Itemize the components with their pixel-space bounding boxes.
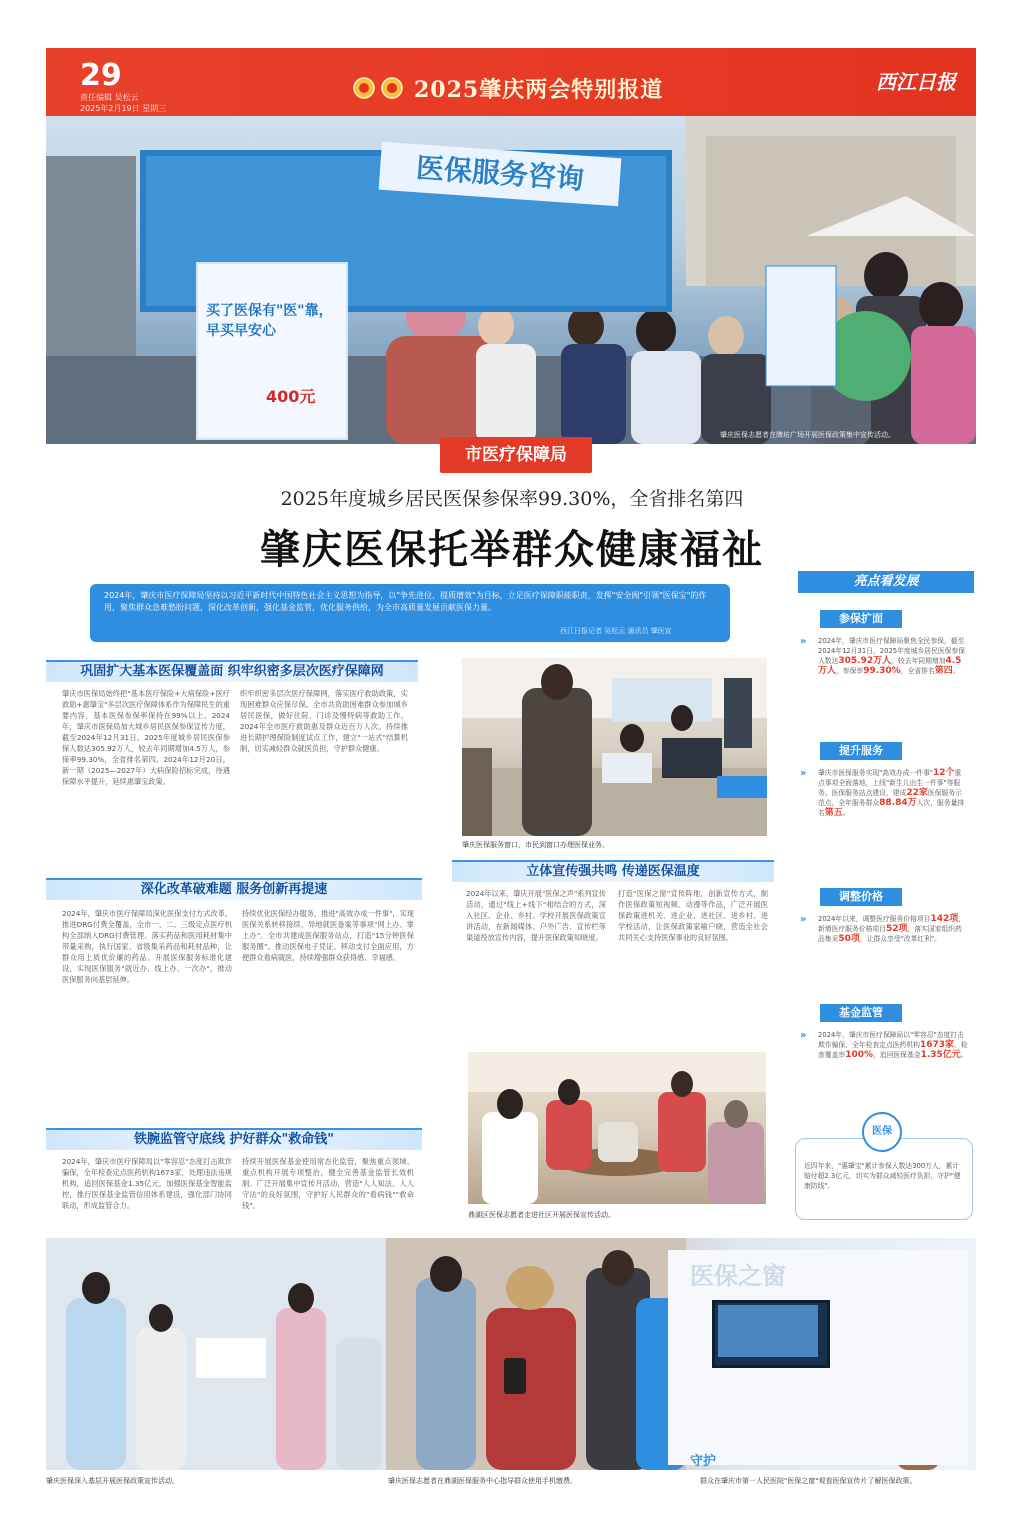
poster-number: 400元 — [266, 387, 316, 406]
sidebar-text: 2024年以来，调整医疗服务价格项目142项，新增医疗服务价格项目52项，落实国家组织药品集采50项，让群众享受"改革红利"。 — [818, 914, 966, 944]
paper-logo: 西江日报 — [876, 70, 956, 94]
note-badge: 医保 — [862, 1112, 902, 1152]
arrow-icon: » — [800, 636, 807, 647]
note-text: 近四年来，"惠肇宝"累计参保人数达300万人，累计赔付超2.3亿元，切实为群众减轻医疗负担，守护"健康防线"。 — [804, 1162, 961, 1190]
section-title: 巩固扩大基本医保覆盖面 织牢织密多层次医疗保障网 — [46, 660, 418, 682]
emblem-icon — [352, 76, 412, 100]
article-body: 2024年，肇庆市医疗保障局以"零容忍"态度打击欺诈骗保，全年检查定点医药机构1673家，处理违法违规机构，追回医保基金1.35亿元。加强医保基金智能监控，推行医保基金监管信用体系建设，强化部门协同联动，形成监管合力。 — [62, 1157, 232, 1210]
display-board-title: 医保之窗 — [690, 1261, 786, 1290]
sidebar-heading: 提升服务 — [820, 742, 902, 760]
sidebar-text: 2024年，肇庆市医疗保障局以"零容忍"态度打击欺诈骗保，全年检查定点医药机构1673家，检查覆盖率100%，追回医保基金1.35亿元。 — [818, 1031, 968, 1060]
community-scene — [468, 1052, 766, 1204]
article-body: 2024年以来，肇庆开展"医保之声"系列宣传活动，通过"线上+线下"相结合的方式，深入社区、企业、乡村、学校开展医保政策宣讲活动，在新闻媒体、户外广告、宣传栏等渠道投放宣传内容，提升医保政策知晓度。 — [466, 889, 606, 942]
article-body: 肇庆市医保局始终把"基本医疗保险+大病保险+医疗救助+惠肇宝"多层次医疗保障体系作为保障民生的重要内容，基本医保参保率保持在99%以上。2024年，肇庆市医保局加大城乡居民医保参保宣传力度，截至2024年12月31日，2025年度城乡居民医保参保人数达305.92万人，较去年同期增加4.5万人，参保率99.30%，全省排名第四。2024年12月20日，新一期（2025—2027年）大病保险招标完成，待遇保障水平提升，延续惠肇宝政策。 — [62, 689, 230, 786]
top-photo-caption: 肇庆医保志愿者在牌坊广场开展医保政策集中宣传活动。 — [720, 431, 895, 439]
sidebar-text: 肇庆市医保服务实现"高效办成一件事"12个重点事项全面落地，上线"新生儿出生一件事"等服务。医保服务站点建设，建成22家医保服务示范点，全年服务群众88.84万人次，服务量排名第五。 — [818, 768, 965, 818]
intro-byline: 西江日报记者 吴松云 通讯员 肇医宣 — [560, 627, 672, 635]
sidebar-title: 亮点看发展 — [798, 571, 974, 593]
poster-title: 买了医保有"医"靠，早买早安心 — [206, 303, 333, 339]
article-body: 持续开展医保基金使用常态化监管，聚焦重点领域、重点机构开展专项整治，健全完善基金监管长效机制。广泛开展集中宣传月活动，营造"人人知法、人人守法"的良好氛围，守护好人民群众的"看病钱""救命钱"。 — [242, 1157, 414, 1210]
photo-caption: 肇庆医保服务窗口，市民到窗口办理医保业务。 — [462, 841, 609, 849]
display-board-footer: 守护 — [690, 1454, 717, 1469]
intro-text: 2024年，肇庆市医疗保障局坚持以习近平新时代中国特色社会主义思想为指导，以"争先进位、提质增效"为目标，立足医疗保障职能职责，发挥"安全阀"引领"医保宝"的作用，聚焦群众急难愁盼问题，深化改革创新，强化基金监管，优化服务供给，为全市高质量发展贡献医保力量。 — [104, 591, 707, 612]
article-body: 打造"医保之窗"宣传阵地，创新宣传方式，制作医保政策短视频、动漫等作品，广泛开展医保政策进机关、进企业、进社区、进乡村、进学校活动，让医保政策家喻户晓，营造全社会共同关心支持医保事业的良好氛围。 — [618, 889, 768, 942]
sub-headline: 2025年度城乡居民医保参保率99.30%，全省排名第四 — [280, 488, 744, 510]
editor-line: 责任编辑 吴松云 — [80, 93, 139, 102]
section-title: 铁腕监管守底线 护好群众"救命钱" — [46, 1128, 422, 1150]
service-hall-scene — [462, 658, 767, 836]
arrow-icon: » — [800, 1030, 807, 1041]
bottom-caption-left: 肇庆医保深入基层开展医保政策宣传活动。 — [46, 1477, 179, 1485]
bottom-caption-middle: 肇庆医保志愿者在鼎湖医保服务中心指导群众使用手机缴费。 — [388, 1477, 577, 1485]
arrow-icon: » — [800, 768, 807, 779]
section-tag: 市医疗保障局 — [440, 437, 592, 473]
tent-sign: 医保服务咨询 — [379, 142, 622, 207]
poster-board — [196, 262, 348, 440]
sidebar-text: 2024年，肇庆市医疗保障局聚焦全民参保，截至2024年12月31日，2025年度城乡居民医保参保人数达305.92万人，较去年同期增加4.5万人，参保率99.30%，全省排名第四。 — [818, 637, 966, 676]
tv-content — [718, 1305, 818, 1357]
page-number: 29 — [80, 58, 122, 93]
sidebar-heading: 参保扩面 — [820, 610, 902, 628]
article-body: 持续优化医保经办服务，推进"高效办成一件事"，实现医保关系转移接续、异地就医备案等事项"网上办、掌上办"。全市共建成医保服务站点，打造"15分钟医保服务圈"。推动医保电子凭证、移动支付全面应用，方便群众看病就医，持续增强群众获得感、幸福感。 — [242, 909, 414, 962]
special-report-title: 2025肇庆两会特别报道 — [414, 77, 664, 103]
sidebar-heading: 调整价格 — [820, 888, 902, 906]
date-line: 2025年2月19日 星期三 — [80, 104, 167, 113]
photo-caption: 鼎湖区医保志愿者走进社区开展医保宣传活动。 — [468, 1211, 615, 1219]
section-title: 立体宣传强共鸣 传递医保温度 — [452, 860, 774, 882]
article-body: 2024年，肇庆市医疗保障局深化医保支付方式改革，推进DRG付费全覆盖，全市一、二、三级定点医疗机构全部纳入DRG付费管理。落实药品和医用耗材集中带量采购，执行国家、省级集采药品和耗材品种，让群众用上质优价廉的药品。开展医保服务标准化建设，实现医保服务"就近办、线上办、一次办"，推动医保服务向基层延伸。 — [62, 909, 232, 984]
article-body: 织牢织密多层次医疗保障网，落实医疗救助政策，实现困难群众应保尽保。全市共资助困难群众参加城乡居民医保，做好住院、门诊及慢特病等救助工作，2024年全市医疗救助惠及群众近百万人次。持续推进长期护理保险制度试点工作，建立"一站式"结算机制，切实减轻群众就医负担，守护群众健康。 — [240, 689, 408, 753]
main-headline: 肇庆医保托举群众健康福祉 — [260, 526, 764, 573]
sidebar-heading: 基金监管 — [820, 1004, 902, 1022]
bottom-caption-right: 群众在肇庆市第一人民医院"医保之窗"观看医保宣传片了解医保政策。 — [700, 1477, 917, 1485]
arrow-icon: » — [800, 914, 807, 925]
section-title: 深化改革破难题 服务创新再提速 — [46, 878, 422, 900]
